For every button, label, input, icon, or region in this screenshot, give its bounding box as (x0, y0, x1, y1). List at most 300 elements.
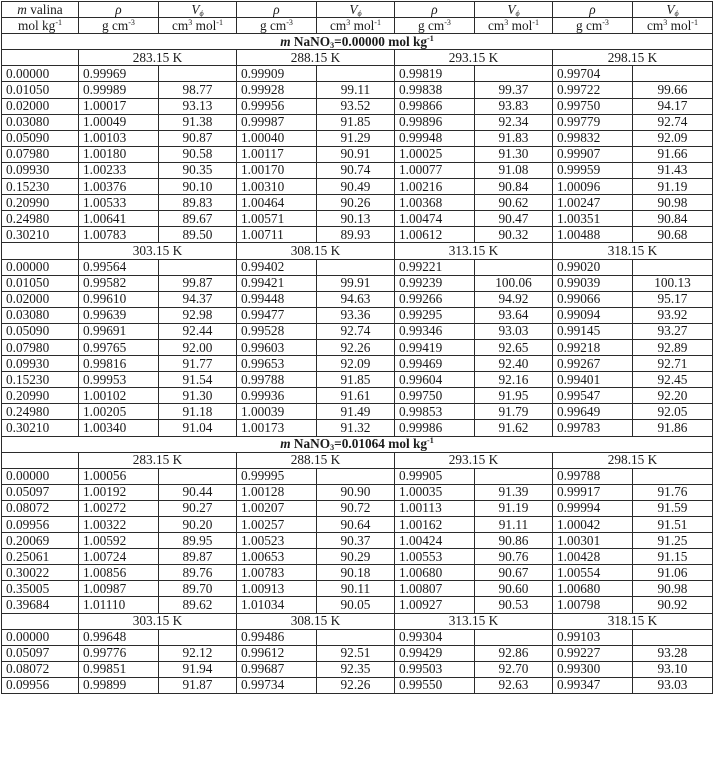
volume-cell: 93.64 (475, 307, 553, 323)
volume-cell (633, 468, 713, 484)
density-cell: 0.99402 (237, 259, 317, 275)
volume-cell: 89.87 (159, 549, 237, 565)
volume-cell: 91.11 (475, 517, 553, 533)
volume-cell: 92.00 (159, 339, 237, 355)
density-cell: 0.99239 (395, 275, 475, 291)
volume-cell: 91.49 (317, 404, 395, 420)
volume-cell: 92.74 (633, 114, 713, 130)
column-header-volume: $V_\phi$ (633, 2, 713, 18)
density-cell: 0.99528 (237, 323, 317, 339)
volume-cell: 90.68 (633, 227, 713, 243)
volume-cell (159, 66, 237, 82)
volume-cell: 90.60 (475, 581, 553, 597)
section-header-row (2, 436, 713, 452)
table-row (2, 98, 713, 114)
volume-cell: 92.34 (475, 114, 553, 130)
volume-cell: 94.37 (159, 291, 237, 307)
density-cell: 1.00368 (395, 195, 475, 211)
density-cell: 1.00680 (553, 581, 633, 597)
volume-cell: 90.37 (317, 533, 395, 549)
density-cell: 0.99347 (553, 677, 633, 693)
density-cell: 0.99788 (553, 468, 633, 484)
density-cell: 1.00680 (395, 565, 475, 581)
table-row (2, 356, 713, 372)
density-cell: 0.99267 (553, 356, 633, 372)
density-cell: 1.00102 (79, 388, 159, 404)
density-cell: 1.00533 (79, 195, 159, 211)
volume-cell (159, 629, 237, 645)
table-row (2, 259, 713, 275)
volume-cell: 92.09 (633, 130, 713, 146)
density-cell: 0.99649 (553, 404, 633, 420)
density-cell: 1.00272 (79, 500, 159, 516)
volume-cell: 92.09 (317, 356, 395, 372)
volume-cell: 100.13 (633, 275, 713, 291)
volume-cell: 92.45 (633, 372, 713, 388)
volume-cell: 92.12 (159, 645, 237, 661)
density-cell: 0.99401 (553, 372, 633, 388)
volume-cell: 89.95 (159, 533, 237, 549)
volume-cell: 90.35 (159, 162, 237, 178)
empty-cell (2, 50, 79, 66)
table-row (2, 114, 713, 130)
volume-cell: 91.61 (317, 388, 395, 404)
volume-cell (317, 259, 395, 275)
density-cell: 0.99218 (553, 339, 633, 355)
molality-cell: 0.30022 (2, 565, 79, 581)
density-cell: 0.99227 (553, 645, 633, 661)
molality-cell: 0.20990 (2, 388, 79, 404)
density-cell: 0.99266 (395, 291, 475, 307)
density-cell: 0.99066 (553, 291, 633, 307)
table-row (2, 645, 713, 661)
table-row (2, 565, 713, 581)
column-header-volume: $V_\phi$ (475, 2, 553, 18)
density-cell: 1.00035 (395, 484, 475, 500)
table-row (2, 629, 713, 645)
table-row (2, 146, 713, 162)
column-header-density: ρ (79, 2, 159, 18)
temperature-label: 283.15 K (79, 50, 237, 66)
density-cell: 1.00711 (237, 227, 317, 243)
volume-cell (475, 66, 553, 82)
temperature-label: 283.15 K (79, 452, 237, 468)
density-cell: 1.01110 (79, 597, 159, 613)
unit-density: g $cm^{-3}$ (237, 18, 317, 34)
density-cell: 0.99995 (237, 468, 317, 484)
molality-cell: 0.00000 (2, 66, 79, 82)
density-cell: 0.99103 (553, 629, 633, 645)
density-cell: 0.99020 (553, 259, 633, 275)
volume-cell: 90.74 (317, 162, 395, 178)
column-header-volume: $V_\phi$ (159, 2, 237, 18)
density-cell: 1.00592 (79, 533, 159, 549)
molality-cell: 0.09930 (2, 162, 79, 178)
molality-cell: 0.20069 (2, 533, 79, 549)
volume-cell: 90.72 (317, 500, 395, 516)
molality-cell: 0.05090 (2, 323, 79, 339)
volume-cell (633, 629, 713, 645)
density-cell: 0.99851 (79, 661, 159, 677)
table-row (2, 275, 713, 291)
table-row (2, 307, 713, 323)
table-row (2, 549, 713, 565)
density-cell: 0.99448 (237, 291, 317, 307)
density-cell: 1.00205 (79, 404, 159, 420)
density-cell: 0.99750 (395, 388, 475, 404)
density-cell: 0.99816 (79, 356, 159, 372)
volume-cell: 90.86 (475, 533, 553, 549)
density-cell: 1.00042 (553, 517, 633, 533)
volume-cell: 92.86 (475, 645, 553, 661)
molality-cell: 0.30210 (2, 420, 79, 436)
density-cell: 1.00301 (553, 533, 633, 549)
volume-cell: 94.92 (475, 291, 553, 307)
density-cell: 0.99907 (553, 146, 633, 162)
volume-cell: 91.62 (475, 420, 553, 436)
unit-density: g $cm^{-3}$ (553, 18, 633, 34)
volume-cell: 99.37 (475, 82, 553, 98)
density-cell: 0.99691 (79, 323, 159, 339)
density-cell: 1.00783 (237, 565, 317, 581)
table-row (2, 227, 713, 243)
density-cell: 0.99039 (553, 275, 633, 291)
molality-cell: 0.09956 (2, 517, 79, 533)
table-row (2, 66, 713, 82)
density-cell: 1.00216 (395, 179, 475, 195)
density-cell: 0.99765 (79, 339, 159, 355)
temperature-label: 313.15 K (395, 613, 553, 629)
volume-cell: 91.87 (159, 677, 237, 693)
density-cell: 1.00987 (79, 581, 159, 597)
unit-volume: $cm^3$ mol$^{-1}$ (633, 18, 713, 34)
volume-cell: 92.26 (317, 339, 395, 355)
volume-cell: 91.86 (633, 420, 713, 436)
volume-cell: 91.25 (633, 533, 713, 549)
volume-cell: 90.05 (317, 597, 395, 613)
temperature-row (2, 452, 713, 468)
density-cell: 0.99959 (553, 162, 633, 178)
density-cell: 0.99648 (79, 629, 159, 645)
volume-cell: 99.66 (633, 82, 713, 98)
volume-cell: 91.85 (317, 372, 395, 388)
density-cell: 1.00571 (237, 211, 317, 227)
density-cell: 0.99469 (395, 356, 475, 372)
volume-cell: 92.40 (475, 356, 553, 372)
table-row (2, 211, 713, 227)
density-cell: 1.00096 (553, 179, 633, 195)
density-cell: 1.01034 (237, 597, 317, 613)
column-header-density: ρ (237, 2, 317, 18)
density-cell: 0.99936 (237, 388, 317, 404)
volume-cell: 89.50 (159, 227, 237, 243)
volume-cell (159, 259, 237, 275)
density-cell: 0.99610 (79, 291, 159, 307)
temperature-label: 318.15 K (553, 243, 713, 259)
volume-cell: 91.83 (475, 130, 553, 146)
molality-cell: 0.20990 (2, 195, 79, 211)
volume-cell: 92.44 (159, 323, 237, 339)
volume-cell: 90.90 (317, 484, 395, 500)
density-cell: 1.00523 (237, 533, 317, 549)
volume-cell: 90.91 (317, 146, 395, 162)
volume-cell: 92.89 (633, 339, 713, 355)
table-row (2, 291, 713, 307)
temperature-label: 303.15 K (79, 613, 237, 629)
density-cell: 0.99838 (395, 82, 475, 98)
volume-cell: 90.62 (475, 195, 553, 211)
volume-cell: 89.76 (159, 565, 237, 581)
volume-cell: 91.43 (633, 162, 713, 178)
density-cell: 0.99917 (553, 484, 633, 500)
volume-cell: 91.29 (317, 130, 395, 146)
volume-cell: 91.85 (317, 114, 395, 130)
temperature-label: 308.15 K (237, 243, 395, 259)
table-row (2, 179, 713, 195)
table-body (2, 2, 713, 694)
volume-cell: 99.87 (159, 275, 237, 291)
density-cell: 0.99899 (79, 677, 159, 693)
table-row (2, 162, 713, 178)
volume-cell: 93.28 (633, 645, 713, 661)
volume-cell: 90.47 (475, 211, 553, 227)
temperature-label: 313.15 K (395, 243, 553, 259)
volume-cell: 90.92 (633, 597, 713, 613)
molality-cell: 0.05090 (2, 130, 79, 146)
molality-cell: 0.07980 (2, 339, 79, 355)
column-header-volume: $V_\phi$ (317, 2, 395, 18)
volume-cell: 90.64 (317, 517, 395, 533)
density-cell: 1.00162 (395, 517, 475, 533)
molality-cell: 0.02000 (2, 98, 79, 114)
volume-cell: 90.58 (159, 146, 237, 162)
table-row (2, 404, 713, 420)
table-row (2, 82, 713, 98)
molality-cell: 0.35005 (2, 581, 79, 597)
temperature-label: 308.15 K (237, 613, 395, 629)
density-cell: 0.99503 (395, 661, 475, 677)
density-cell: 0.99788 (237, 372, 317, 388)
molality-cell: 0.08072 (2, 661, 79, 677)
density-cell: 1.00077 (395, 162, 475, 178)
density-cell: 0.99704 (553, 66, 633, 82)
density-cell: 1.00856 (79, 565, 159, 581)
molality-cell: 0.07980 (2, 146, 79, 162)
density-cell: 0.99896 (395, 114, 475, 130)
density-cell: 1.00173 (237, 420, 317, 436)
density-cell: 1.00464 (237, 195, 317, 211)
density-cell: 1.00170 (237, 162, 317, 178)
density-cell: 0.99989 (79, 82, 159, 98)
volume-cell: 91.15 (633, 549, 713, 565)
density-cell: 0.99421 (237, 275, 317, 291)
density-cell: 1.00040 (237, 130, 317, 146)
volume-cell: 90.27 (159, 500, 237, 516)
volume-cell: 89.83 (159, 195, 237, 211)
temperature-label: 318.15 K (553, 613, 713, 629)
density-cell: 0.99603 (237, 339, 317, 355)
volume-cell: 91.04 (159, 420, 237, 436)
density-cell: 1.00039 (237, 404, 317, 420)
volume-cell: 93.36 (317, 307, 395, 323)
header-row-units (2, 18, 713, 34)
volume-cell: 91.54 (159, 372, 237, 388)
volume-cell (633, 66, 713, 82)
volume-cell: 93.27 (633, 323, 713, 339)
volume-cell: 89.62 (159, 597, 237, 613)
density-cell: 0.99094 (553, 307, 633, 323)
volume-cell: 92.98 (159, 307, 237, 323)
volume-cell: 92.16 (475, 372, 553, 388)
molality-cell: 0.09930 (2, 356, 79, 372)
density-cell: 0.99295 (395, 307, 475, 323)
volume-cell: 98.77 (159, 82, 237, 98)
temperature-label: 288.15 K (237, 50, 395, 66)
density-cell: 0.99477 (237, 307, 317, 323)
volume-cell (317, 629, 395, 645)
density-cell: 1.00017 (79, 98, 159, 114)
volume-cell: 91.32 (317, 420, 395, 436)
volume-cell (475, 468, 553, 484)
density-cell: 0.99653 (237, 356, 317, 372)
volume-cell: 91.30 (475, 146, 553, 162)
molality-cell: 0.08072 (2, 500, 79, 516)
volume-cell: 90.67 (475, 565, 553, 581)
density-cell: 0.99994 (553, 500, 633, 516)
density-cell: 0.99486 (237, 629, 317, 645)
volume-cell: 93.52 (317, 98, 395, 114)
density-cell: 0.99346 (395, 323, 475, 339)
density-cell: 0.99956 (237, 98, 317, 114)
volume-cell: 91.66 (633, 146, 713, 162)
unit-volume: $cm^3$ mol$^{-1}$ (159, 18, 237, 34)
molality-cell: 0.25061 (2, 549, 79, 565)
density-cell: 1.00553 (395, 549, 475, 565)
table-row (2, 581, 713, 597)
density-cell: 1.00798 (553, 597, 633, 613)
volume-cell: 91.19 (633, 179, 713, 195)
empty-cell (2, 613, 79, 629)
density-cell: 1.00807 (395, 581, 475, 597)
molality-cell: 0.03080 (2, 307, 79, 323)
table-row (2, 130, 713, 146)
density-cell: 0.99986 (395, 420, 475, 436)
unit-molality: mol $kg^{-1}$ (2, 18, 79, 34)
volume-cell: 92.26 (317, 677, 395, 693)
volume-cell: 90.32 (475, 227, 553, 243)
volume-cell: 90.20 (159, 517, 237, 533)
header-row-symbols (2, 2, 713, 18)
density-cell: 0.99547 (553, 388, 633, 404)
volume-cell: 90.49 (317, 179, 395, 195)
table-row (2, 533, 713, 549)
volume-cell: 91.30 (159, 388, 237, 404)
table-row (2, 677, 713, 693)
molality-cell: 0.30210 (2, 227, 79, 243)
volume-cell: 91.95 (475, 388, 553, 404)
density-cell: 1.00025 (395, 146, 475, 162)
volume-cell: 94.17 (633, 98, 713, 114)
density-cell: 1.00192 (79, 484, 159, 500)
table-row (2, 420, 713, 436)
density-cell: 1.00233 (79, 162, 159, 178)
volume-cell (475, 629, 553, 645)
density-cell: 0.99905 (395, 468, 475, 484)
volume-cell: 95.17 (633, 291, 713, 307)
temperature-label: 298.15 K (553, 452, 713, 468)
density-cell: 0.99750 (553, 98, 633, 114)
density-cell: 1.00056 (79, 468, 159, 484)
table-row (2, 500, 713, 516)
volume-cell: 92.20 (633, 388, 713, 404)
molality-cell: 0.15230 (2, 372, 79, 388)
volume-cell: 92.63 (475, 677, 553, 693)
volume-cell: 90.29 (317, 549, 395, 565)
temperature-row (2, 243, 713, 259)
density-cell: 0.99612 (237, 645, 317, 661)
volume-cell: 93.92 (633, 307, 713, 323)
volume-cell: 90.84 (475, 179, 553, 195)
molality-cell: 0.01050 (2, 275, 79, 291)
volume-cell: 90.26 (317, 195, 395, 211)
volume-cell: 90.98 (633, 195, 713, 211)
density-cell: 1.00927 (395, 597, 475, 613)
volume-cell: 92.70 (475, 661, 553, 677)
volume-cell: 90.98 (633, 581, 713, 597)
density-cell: 1.00117 (237, 146, 317, 162)
density-cell: 1.00351 (553, 211, 633, 227)
temperature-label: 293.15 K (395, 452, 553, 468)
table-row (2, 323, 713, 339)
volume-cell: 94.63 (317, 291, 395, 307)
volume-cell: 93.10 (633, 661, 713, 677)
volume-cell: 91.08 (475, 162, 553, 178)
density-cell: 0.99948 (395, 130, 475, 146)
density-cell: 1.00488 (553, 227, 633, 243)
density-cell: 1.00376 (79, 179, 159, 195)
table-row (2, 339, 713, 355)
volume-cell: 89.67 (159, 211, 237, 227)
molality-cell: 0.05097 (2, 484, 79, 500)
density-cell: 1.00207 (237, 500, 317, 516)
molality-cell: 0.02000 (2, 291, 79, 307)
molality-cell: 0.15230 (2, 179, 79, 195)
density-cell: 1.00641 (79, 211, 159, 227)
density-volume-table (1, 1, 713, 694)
volume-cell: 91.39 (475, 484, 553, 500)
column-header-density: ρ (553, 2, 633, 18)
density-cell: 0.99987 (237, 114, 317, 130)
molality-cell: 0.24980 (2, 404, 79, 420)
volume-cell: 91.59 (633, 500, 713, 516)
density-cell: 0.99429 (395, 645, 475, 661)
volume-cell: 91.06 (633, 565, 713, 581)
molality-cell: 0.00000 (2, 629, 79, 645)
volume-cell: 90.11 (317, 581, 395, 597)
temperature-label: 288.15 K (237, 452, 395, 468)
density-cell: 1.00428 (553, 549, 633, 565)
density-cell: 0.99639 (79, 307, 159, 323)
section-header-row (2, 34, 713, 50)
section-title: m NaNO$_3$=0.01064 mol $kg^{-1}$ (2, 436, 713, 452)
density-cell: 0.99221 (395, 259, 475, 275)
density-cell: 1.00322 (79, 517, 159, 533)
density-cell: 0.99909 (237, 66, 317, 82)
density-cell: 0.99604 (395, 372, 475, 388)
table-row (2, 517, 713, 533)
unit-density: g $cm^{-3}$ (395, 18, 475, 34)
volume-cell: 91.18 (159, 404, 237, 420)
